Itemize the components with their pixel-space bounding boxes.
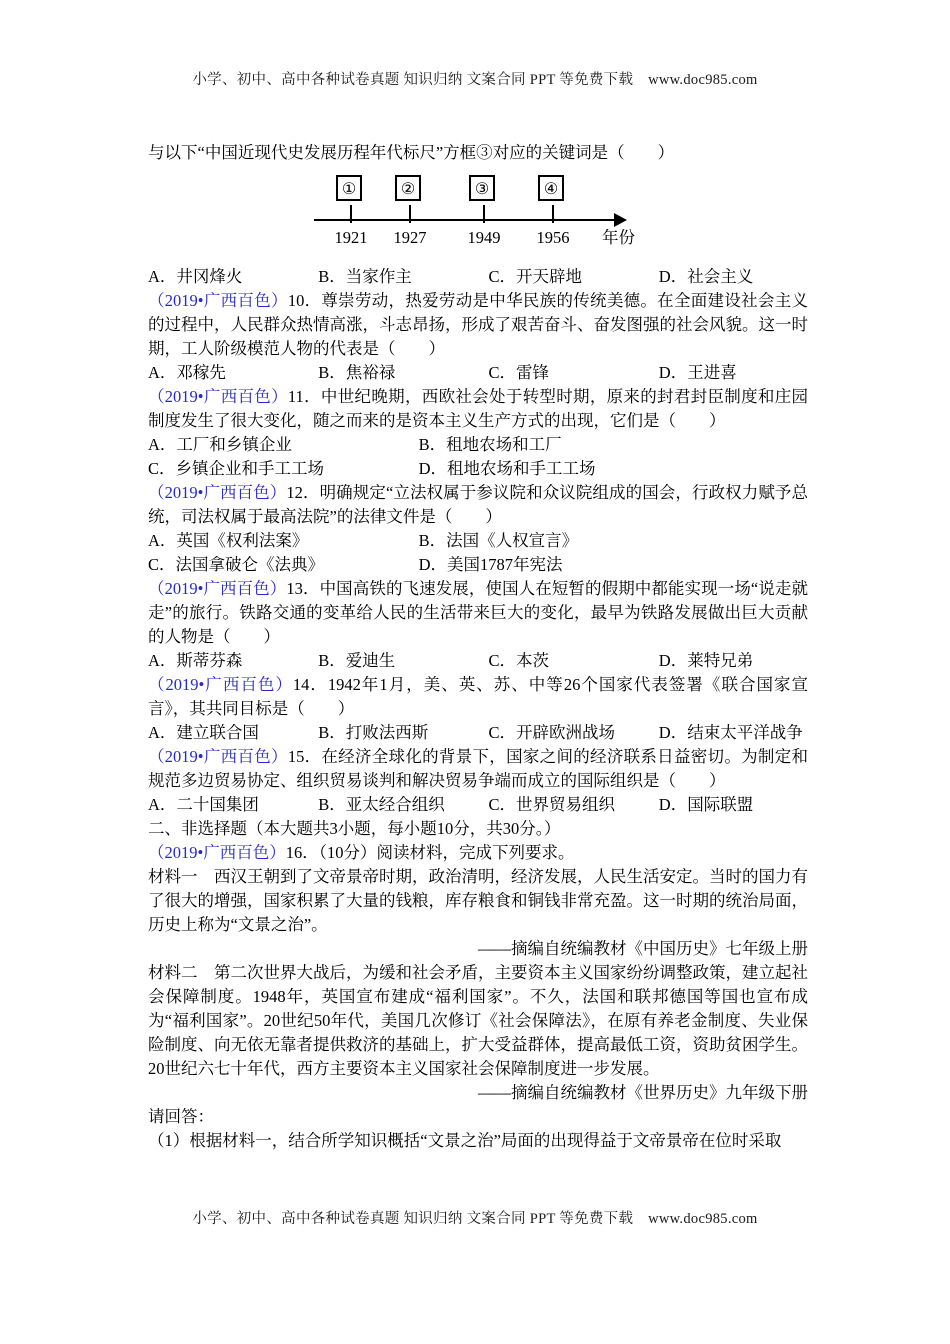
timeline-diagram [314, 173, 664, 261]
options-row [148, 433, 808, 457]
answer-option: C．开辟欧洲战场 [488, 723, 616, 742]
paragraph [148, 577, 808, 649]
timeline-year-label: 1956 [536, 228, 570, 247]
page-header-text: 小学、初中、高中各种试卷真题 知识归纳 文案合同 PPT 等免费下载 www.doc985.com [192, 72, 758, 88]
paragraph [148, 673, 808, 721]
answer-option: B．租地农场和工厂 [418, 435, 562, 454]
text-run: 12．明确规定“立法权属于参议院和众议院组成的国会，行政权力赋予总统，司法权属于最高法院”的法律文件是（ ） [148, 483, 808, 526]
text-run: 请回答： [148, 1107, 214, 1126]
options-row [148, 457, 808, 481]
paragraph [148, 961, 808, 1081]
text-run: 二、非选择题（本大题共3小题，每小题10分，共30分。） [148, 819, 561, 838]
text-run: 13．中国高铁的飞速发展，使国人在短暂的假期中都能实现一场“说走就走”的旅行。铁路交通的变革给人民的生活带来巨大的变化，最早为铁路发展做出巨大贡献的人物是（ ） [148, 579, 808, 646]
answer-option: A．英国《权利法案》 [148, 531, 309, 550]
source-tag: （2019•广西百色） [148, 675, 293, 694]
answer-option: C．开天辟地 [488, 267, 583, 286]
timeline-axis-label: 年份 [602, 228, 635, 247]
options-row [148, 265, 808, 289]
text-run: 16．（10分）阅读材料，完成下列要求。 [285, 843, 575, 862]
paragraph [148, 1105, 808, 1129]
paragraph [148, 745, 808, 793]
paragraph [148, 865, 808, 937]
timeline-year-label: 1949 [467, 228, 501, 247]
options-row [148, 721, 808, 745]
answer-option: A．二十国集团 [148, 795, 259, 814]
answer-option: A．工厂和乡镇企业 [148, 435, 292, 454]
answer-option: D．租地农场和手工工场 [418, 459, 596, 478]
timeline-axis [314, 219, 614, 221]
answer-option: C．雷锋 [488, 363, 550, 382]
timeline-year-label: 1921 [334, 228, 368, 247]
answer-option: D．社会主义 [658, 267, 754, 286]
paragraph [148, 385, 808, 433]
answer-option: D．莱特兄弟 [658, 651, 754, 670]
options-row [148, 553, 808, 577]
paragraph [148, 289, 808, 361]
options-row [148, 361, 808, 385]
answer-option: D．国际联盟 [658, 795, 754, 814]
text-run: 材料一 西汉王朝到了文帝景帝时期，政治清明，经济发展，人民生活安定。当时的国力有了很大的增强，国家积累了大量的钱粮，库存粮食和铜钱非常充盈。这一时期的统治局面，历史上称为“文景之治”。 [148, 867, 808, 934]
timeline-marker-box: ② [395, 175, 421, 201]
answer-option: D．王进喜 [658, 363, 737, 382]
answer-option: A．建立联合国 [148, 723, 259, 742]
answer-option: D．结束太平洋战争 [658, 723, 803, 742]
source-tag: （2019•广西百色） [148, 387, 288, 406]
timeline-stem [552, 205, 554, 223]
timeline-marker-box: ① [336, 175, 362, 201]
timeline-arrowhead-icon [614, 213, 627, 227]
timeline-stem [409, 205, 411, 223]
text-run: （1）根据材料一，结合所学知识概括“文景之治”局面的出现得益于文帝景帝在位时采取 [148, 1131, 782, 1150]
answer-option: B．打败法西斯 [318, 723, 429, 742]
timeline-marker-box: ③ [469, 175, 495, 201]
answer-option: C．世界贸易组织 [488, 795, 616, 814]
timeline-stem [350, 205, 352, 223]
paragraph [148, 817, 808, 841]
answer-option: B．爱迪生 [318, 651, 396, 670]
source-tag: （2019•广西百色） [148, 291, 288, 310]
text-run: 15．在经济全球化的背景下，国家之间的经济联系日益密切。为制定和规范多边贸易协定、组织贸易谈判和解决贸易争端而成立的国际组织是（ ） [148, 747, 809, 790]
page-footer-text: 小学、初中、高中各种试卷真题 知识归纳 文案合同 PPT 等免费下载 www.doc985.com [192, 1211, 758, 1227]
source-tag: （2019•广西百色） [148, 483, 287, 502]
answer-option: C．本茨 [488, 651, 550, 670]
answer-option: A．井冈烽火 [148, 267, 243, 286]
text-run: 与以下“中国近现代史发展历程年代标尺”方框③对应的关键词是（ ） [148, 143, 675, 162]
text-run: 11．中世纪晚期，西欧社会处于转型时期，原来的封君封臣制度和庄园制度发生了很大变化，随之而来的是资本主义生产方式的出现，它们是（ ） [148, 387, 808, 430]
text-run: 14．1942年1月，美、英、苏、中等26个国家代表签署《联合国家宣言》，其共同目标是（ ） [148, 675, 809, 718]
options-row [148, 649, 808, 673]
document-body [148, 141, 808, 1153]
options-row [148, 529, 808, 553]
citation: ——摘编自统编教材《中国历史》七年级上册 [478, 939, 808, 958]
paragraph [148, 841, 808, 865]
timeline-year-label: 1927 [393, 228, 427, 247]
answer-option: C．乡镇企业和手工工场 [148, 459, 325, 478]
timeline-marker-box: ④ [538, 175, 564, 201]
answer-option: B．当家作主 [318, 267, 412, 286]
answer-option: A．斯蒂芬森 [148, 651, 243, 670]
citation: ——摘编自统编教材《世界历史》九年级下册 [478, 1083, 808, 1102]
answer-option: D．美国1787年宪法 [418, 555, 563, 574]
source-tag: （2019•广西百色） [148, 843, 286, 862]
paragraph [148, 481, 808, 529]
timeline-stem [483, 205, 485, 223]
source-tag: （2019•广西百色） [148, 579, 287, 598]
answer-option: B．焦裕禄 [318, 363, 396, 382]
answer-option: B．亚太经合组织 [318, 795, 445, 814]
answer-option: B．法国《人权宣言》 [418, 531, 579, 550]
source-tag: （2019•广西百色） [148, 747, 288, 766]
answer-option: C．法国拿破仑《法典》 [148, 555, 325, 574]
text-run: 材料二 第二次世界大战后，为缓和社会矛盾，主要资本主义国家纷纷调整政策，建立起社会保障制度。1948年，英国宣布建成“福利国家”。不久，法国和联邦德国等国也宣布成为“福利国家”。20世纪50年代，美国几次修订《社会保障法》，在原有养老金制度、失业保险制度、向无依无靠者提供救济的基础上，扩大受益群体，提高最低工资，资助贫困学生。20世纪六七十年代，西方主要资本主义国家社会保障制度进一步发展。 [148, 963, 808, 1078]
text-run: 10．尊崇劳动，热爱劳动是中华民族的传统美德。在全面建设社会主义的过程中，人民群众热情高涨，斗志昂扬，形成了艰苦奋斗、奋发图强的社会风貌。这一时期，工人阶级模范人物的代表是（ ） [148, 291, 809, 358]
options-row [148, 793, 808, 817]
paragraph [148, 141, 808, 165]
paragraph [148, 1129, 808, 1153]
answer-option: A．邓稼先 [148, 363, 226, 382]
